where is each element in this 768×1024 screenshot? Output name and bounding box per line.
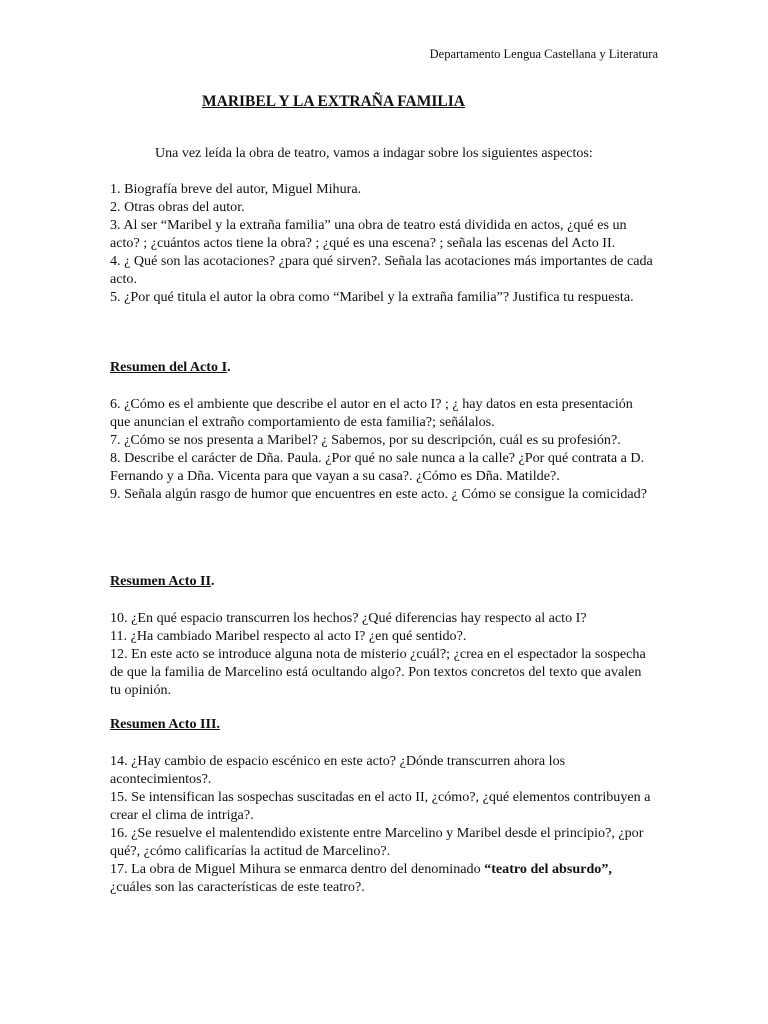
question-17: 17. La obra de Miguel Mihura se enmarca dentro del denominado “teatro del absurdo”, ¿cuáles son las características de este teatro?. — [110, 861, 612, 895]
question-1: 1. Biografía breve del autor, Miguel Mihura. — [110, 181, 362, 197]
question-6: 6. ¿Cómo es el ambiente que describe el autor en el acto I? ; ¿ hay datos en esta presentación que anuncian el extraño comportamiento de esta familia?; señálalos. — [110, 396, 633, 430]
question-16: 16. ¿Se resuelve el malentendido existente entre Marcelino y Maribel desde el principio?, ¿por qué?, ¿cómo calificarías la actitud de Marcelino?. — [110, 825, 644, 859]
general-questions — [110, 180, 655, 306]
section-title-acto-2: Resumen Acto II. — [110, 573, 215, 589]
department-header: Departamento Lengua Castellana y Literatura — [429, 47, 658, 61]
question-10: 10. ¿En qué espacio transcurren los hechos? ¿Qué diferencias hay respecto al acto I? — [110, 610, 587, 626]
question-2: 2. Otras obras del autor. — [110, 199, 245, 215]
question-3: 3. Al ser “Maribel y la extraña familia” una obra de teatro está dividida en actos, ¿qué es un acto? ; ¿cuántos actos tiene la obra? ; ¿qué es una escena? ; señala las escenas del Acto II. — [110, 217, 627, 251]
section-title-acto-1: Resumen del Acto I. — [110, 359, 231, 375]
question-14: 14. ¿Hay cambio de espacio escénico en este acto? ¿Dónde transcurren ahora los acontecimientos?. — [110, 753, 566, 787]
intro-text: Una vez leída la obra de teatro, vamos a indagar sobre los siguientes aspectos: — [155, 146, 593, 161]
question-8: 8. Describe el carácter de Dña. Paula. ¿Por qué no sale nunca a la calle? ¿Por qué contrata a D. Fernando y a Dña. Vicenta para que vayan a su casa?. ¿Cómo es Dña. Matilde?. — [110, 450, 645, 484]
question-11: 11. ¿Ha cambiado Maribel respecto al acto I? ¿en qué sentido?. — [110, 628, 467, 644]
question-15: 15. Se intensifican las sospechas suscitadas en el acto II, ¿cómo?, ¿qué elementos contribuyen a crear el clima de intriga?. — [110, 789, 651, 823]
question-5: 5. ¿Por qué titula el autor la obra como “Maribel y la extraña familia”? Justifica tu respuesta. — [110, 289, 634, 305]
question-9: 9. Señala algún rasgo de humor que encuentres en este acto. ¿ Cómo se consigue la comicidad? — [110, 486, 647, 502]
question-12: 12. En este acto se introduce alguna nota de misterio ¿cuál?; ¿crea en el espectador la sospecha de que la familia de Marcelino está ocultando algo?. Pon textos concretos del texto que avalen tu opinión. — [110, 646, 646, 698]
section-title-acto-3: Resumen Acto III. — [110, 716, 221, 732]
document-title: MARIBEL Y LA EXTRAÑA FAMILIA — [202, 93, 465, 110]
acto-3-questions — [110, 752, 655, 896]
question-7: 7. ¿Cómo se nos presenta a Maribel? ¿ Sabemos, por su descripción, cuál es su profesión?. — [110, 432, 621, 448]
acto-1-questions — [110, 395, 655, 503]
acto-2-questions — [110, 609, 655, 699]
question-4: 4. ¿ Qué son las acotaciones? ¿para qué sirven?. Señala las acotaciones más importantes de cada acto. — [110, 253, 653, 287]
